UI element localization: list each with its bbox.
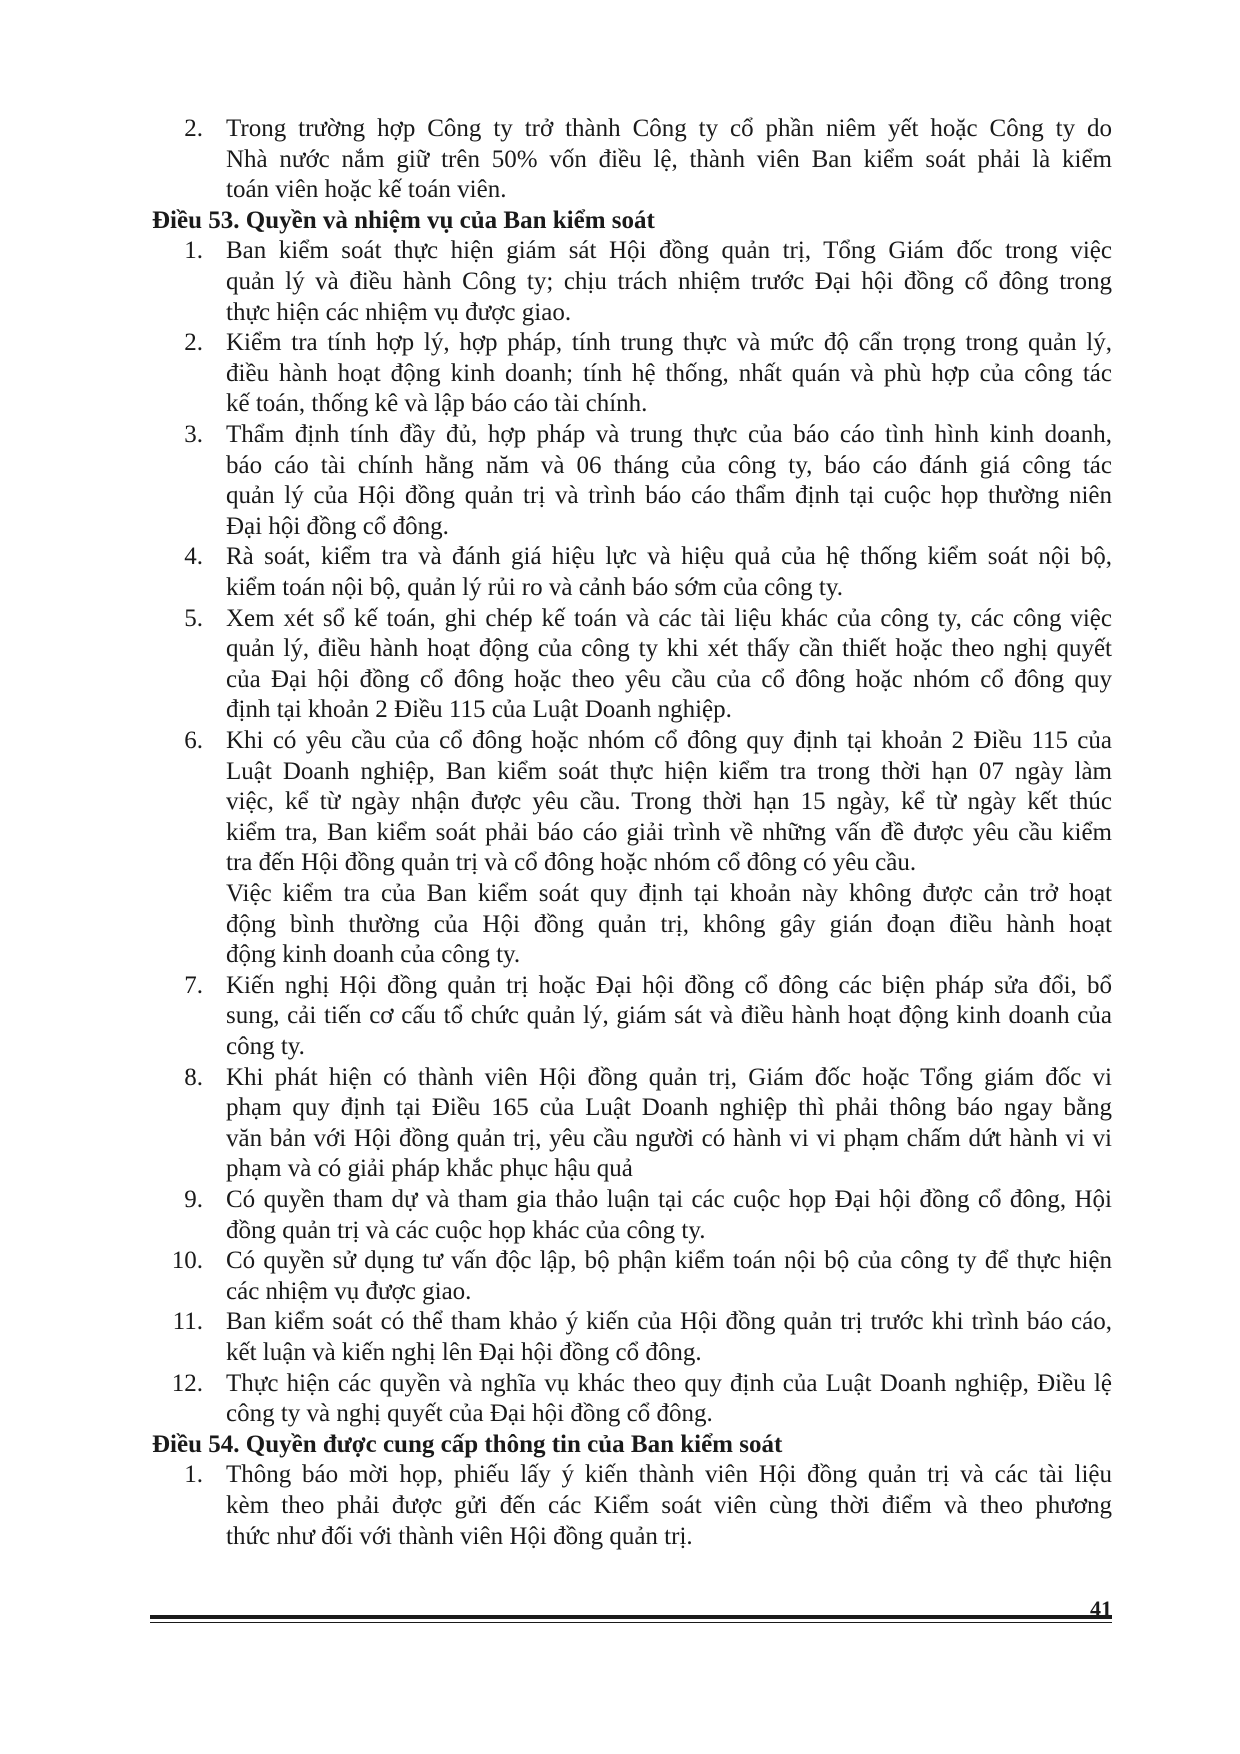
- list-item-number: 1.: [184, 237, 203, 265]
- list-item-text-line: Ban kiểm soát thực hiện giám sát Hội đồng quản trị, Tổng Giám đốc trong việc: [226, 237, 1112, 265]
- footer-rule-thin: [150, 1622, 1112, 1623]
- list-item-text-line: Có quyền sử dụng tư vấn độc lập, bộ phận kiểm toán nội bộ của công ty để thực hiện: [226, 1247, 1112, 1275]
- list-item-number: 4.: [184, 543, 203, 571]
- list-item-text-line: điều hành hoạt động kinh doanh; tính hệ thống, nhất quán và phù hợp của công tác: [226, 359, 1112, 387]
- list-item-text-line: Xem xét sổ kế toán, ghi chép kế toán và các tài liệu khác của công ty, các công việc: [226, 604, 1112, 632]
- list-item-number: 1.: [184, 1461, 203, 1489]
- list-item-text-line: Khi phát hiện có thành viên Hội đồng quản trị, Giám đốc hoặc Tổng giám đốc vi: [226, 1063, 1112, 1091]
- list-item-text-line: động kinh doanh của công ty.: [226, 941, 521, 969]
- list-item-text-line: các nhiệm vụ được giao.: [226, 1277, 472, 1305]
- footer-rule-thick: [150, 1615, 1112, 1619]
- list-item-text-line: sung, cải tiến cơ cấu tổ chức quản lý, giám sát và điều hành hoạt động kinh doanh của: [226, 1002, 1112, 1030]
- list-item-text-line: công ty.: [226, 1033, 305, 1060]
- list-item-text-line: Trong trường hợp Công ty trở thành Công ty cổ phần niêm yết hoặc Công ty do: [226, 115, 1112, 142]
- list-item-number: 3.: [184, 421, 203, 448]
- list-item-text-line: Luật Doanh nghiệp, Ban kiểm soát thực hiện kiểm tra trong thời hạn 07 ngày làm: [226, 757, 1112, 785]
- list-item-text-line: Thông báo mời họp, phiếu lấy ý kiến thành viên Hội đồng quản trị và các tài liệu: [226, 1461, 1112, 1489]
- list-item-text-line: kèm theo phải được gửi đến các Kiểm soát viên cùng thời điểm và theo phương: [226, 1492, 1112, 1519]
- list-item-text-line: động bình thường của Hội đồng quản trị, không gây gián đoạn điều hành hoạt: [226, 910, 1112, 938]
- list-item-text-line: định tại khoản 2 Điều 115 của Luật Doanh nghiệp.: [226, 696, 732, 724]
- list-item-text-line: phạm và có giải pháp khắc phục hậu quả: [226, 1155, 633, 1183]
- page-number: 41: [1090, 1596, 1112, 1621]
- list-item-number: 6.: [184, 727, 203, 754]
- list-item-text-line: toán viên hoặc kế toán viên.: [226, 176, 507, 204]
- list-item-number: 2.: [184, 115, 203, 142]
- list-item-text-line: kế toán, thống kê và lập báo cáo tài chính.: [226, 390, 648, 418]
- list-item-text-line: quản lý, điều hành hoạt động của công ty khi xét thấy cần thiết hoặc theo nghị quyết: [226, 635, 1112, 663]
- list-item-text-line: công ty và nghị quyết của Đại hội đồng cổ đông.: [226, 1400, 713, 1428]
- list-item-text-line: Ban kiểm soát có thể tham khảo ý kiến của Hội đồng quản trị trước khi trình báo cáo,: [226, 1308, 1112, 1336]
- list-item-text-line: kiểm toán nội bộ, quản lý rủi ro và cảnh báo sớm của công ty.: [226, 574, 844, 601]
- article-53-heading: Điều 53. Quyền và nhiệm vụ của Ban kiểm soát: [152, 206, 655, 234]
- list-item-text-line: Rà soát, kiểm tra và đánh giá hiệu lực và hiệu quả của hệ thống kiểm soát nội bộ,: [226, 543, 1112, 571]
- list-item-text-line: văn bản với Hội đồng quản trị, yêu cầu người có hành vi vi phạm chấm dứt hành vi vi: [226, 1124, 1112, 1152]
- list-item-number: 12.: [171, 1369, 203, 1397]
- list-item-text-line: Kiến nghị Hội đồng quản trị hoặc Đại hội đồng cổ đông các biện pháp sửa đổi, bổ: [226, 971, 1112, 999]
- list-item-text-line: Kiểm tra tính hợp lý, hợp pháp, tính trung thực và mức độ cẩn trọng trong quản lý,: [226, 329, 1112, 357]
- list-item-number: 10.: [171, 1247, 203, 1275]
- list-item-text-line: tra đến Hội đồng quản trị và cổ đông hoặc nhóm cổ đông có yêu cầu.: [226, 849, 917, 877]
- list-item-text-line: kiểm tra, Ban kiểm soát phải báo cáo giải trình về những vấn đề được yêu cầu kiểm: [226, 818, 1112, 846]
- list-item-number: 7.: [184, 971, 203, 999]
- list-item-text-line: kết luận và kiến nghị lên Đại hội đồng cổ đông.: [226, 1339, 702, 1366]
- list-item-text-line: Khi có yêu cầu của cổ đông hoặc nhóm cổ đông quy định tại khoản 2 Điều 115 của: [226, 727, 1112, 754]
- article-54-heading: Điều 54. Quyền được cung cấp thông tin của Ban kiểm soát: [152, 1430, 783, 1458]
- list-item-text-line: Đại hội đồng cổ đông.: [226, 512, 449, 540]
- list-item-text-line: của Đại hội đồng cổ đông hoặc theo yêu cầu của cổ đông hoặc nhóm cổ đông quy: [226, 665, 1112, 693]
- list-item-text-line: quản lý của Hội đồng quản trị và trình báo cáo thẩm định tại cuộc họp thường niên: [226, 482, 1112, 510]
- list-item-text-line: quản lý và điều hành Công ty; chịu trách nhiệm trước Đại hội đồng cổ đông trong: [226, 268, 1112, 295]
- list-item-text-line: Có quyền tham dự và tham gia thảo luận tại các cuộc họp Đại hội đồng cổ đông, Hội: [226, 1186, 1112, 1213]
- list-item-text-line: Việc kiểm tra của Ban kiểm soát quy định tại khoản này không được cản trở hoạt: [226, 880, 1112, 907]
- list-item-text-line: việc, kể từ ngày nhận được yêu cầu. Trong thời hạn 15 ngày, kể từ ngày kết thúc: [226, 788, 1112, 816]
- list-item-text-line: đồng quản trị và các cuộc họp khác của công ty.: [226, 1216, 706, 1244]
- list-item-number: 9.: [184, 1186, 203, 1213]
- list-item-text-line: phạm quy định tại Điều 165 của Luật Doanh nghiệp thì phải thông báo ngay bằng: [226, 1094, 1112, 1122]
- list-item-text-line: Thẩm định tính đầy đủ, hợp pháp và trung thực của báo cáo tình hình kinh doanh,: [226, 421, 1112, 448]
- list-item-number: 8.: [184, 1063, 203, 1091]
- list-item-number: 11.: [172, 1308, 203, 1336]
- list-item-text-line: báo cáo tài chính hằng năm và 06 tháng của công ty, báo cáo đánh giá công tác: [226, 451, 1112, 479]
- list-item-number: 2.: [184, 329, 203, 357]
- list-item-text-line: thực hiện các nhiệm vụ được giao.: [226, 298, 572, 326]
- list-item-text-line: Thực hiện các quyền và nghĩa vụ khác theo quy định của Luật Doanh nghiệp, Điều lệ: [226, 1369, 1112, 1397]
- list-item-text-line: thức như đối với thành viên Hội đồng quản trị.: [226, 1522, 693, 1550]
- list-item-text-line: Nhà nước nắm giữ trên 50% vốn điều lệ, thành viên Ban kiểm soát phải là kiểm: [226, 145, 1112, 173]
- list-item-number: 5.: [184, 604, 203, 632]
